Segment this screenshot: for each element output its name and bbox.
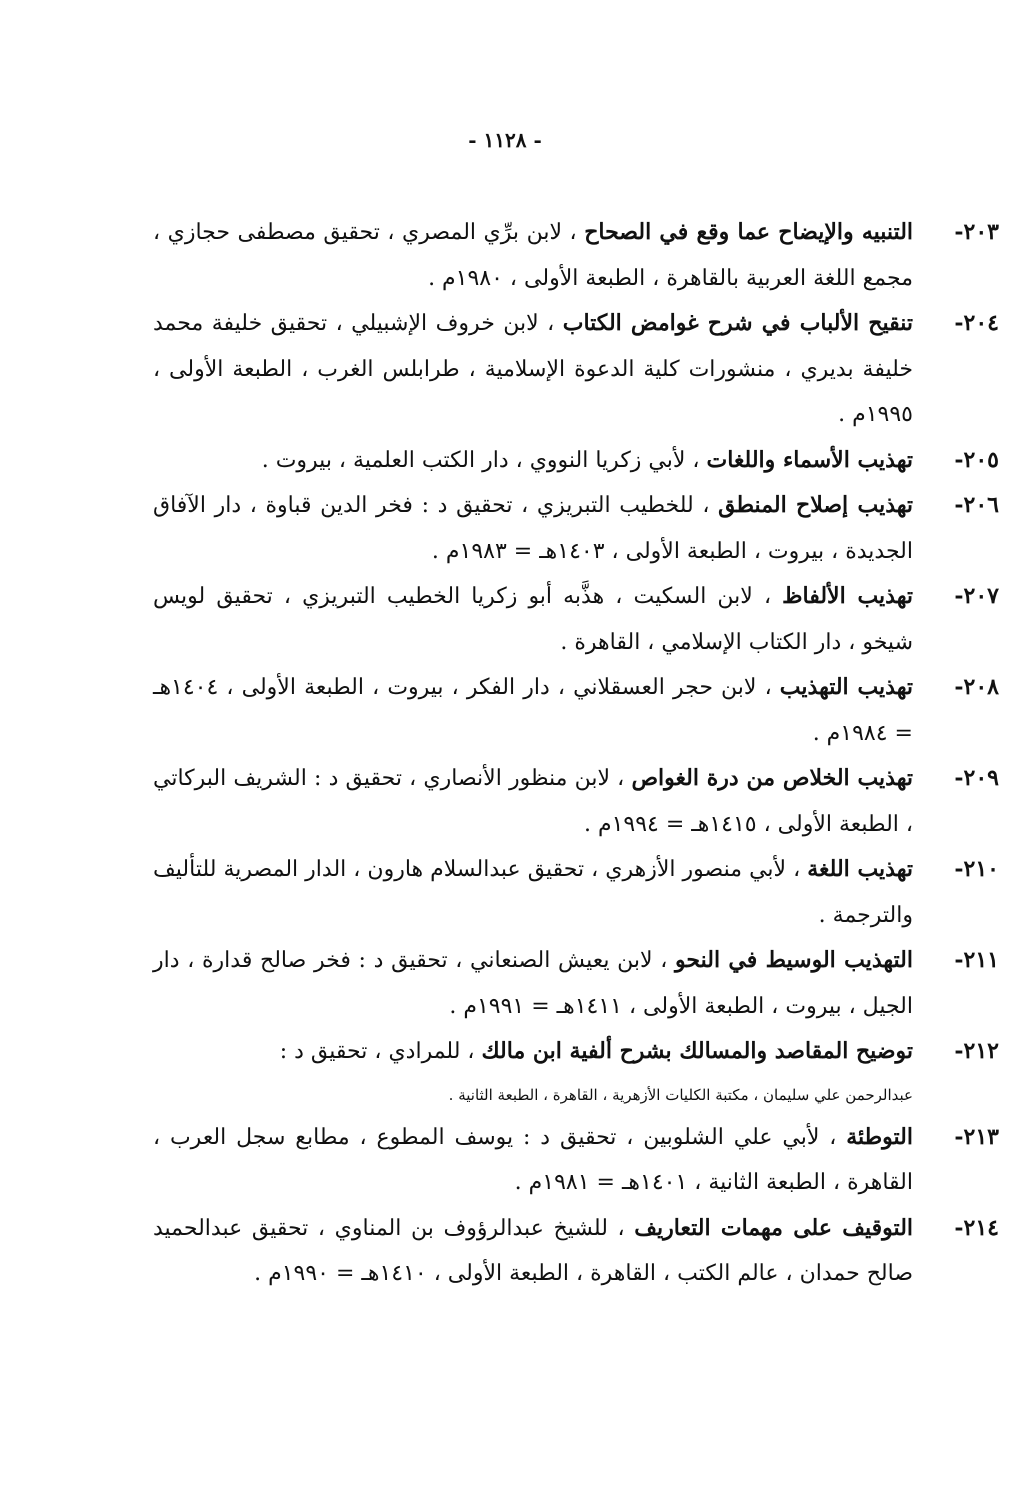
entry-title: التهذيب الوسيط في النحو bbox=[675, 947, 913, 973]
entry-title: تهذيب الأسماء واللغات bbox=[706, 446, 913, 473]
entry-title: التوطئة bbox=[846, 1123, 913, 1150]
entry-number: ٢٠٧- bbox=[954, 583, 999, 609]
entry-details: ، لأبي علي الشلوبين ، تحقيق د : يوسف المطوع ، مطابع سجل العرب ، القاهرة ، الطبعة الثانية ، ١٤٠١هـ = ١٩٨١م . bbox=[153, 1124, 913, 1195]
entry-title: التوقيف على مهمات التعاريف bbox=[634, 1214, 914, 1241]
bibliography-entry bbox=[153, 483, 999, 574]
entry-title: تهذيب التهذيب bbox=[779, 674, 913, 700]
bibliography-entry bbox=[153, 574, 999, 665]
entry-number: ٢٠٦- bbox=[954, 492, 999, 518]
entry-number: ٢١٣- bbox=[954, 1123, 999, 1150]
entry-title: تهذيب الخلاص من درة الغواص bbox=[631, 765, 913, 791]
entry-details: ، لأبي منصور الأزهري ، تحقيق عبدالسلام هارون ، الدار المصرية للتأليف والترجمة . bbox=[153, 857, 913, 928]
bibliography-entry bbox=[153, 847, 999, 938]
entry-title: تهذيب الألفاظ bbox=[782, 583, 913, 609]
bibliography-entry bbox=[153, 210, 999, 301]
entry-number: ٢١٠- bbox=[954, 856, 999, 882]
entry-details: ، لابن السكيت ، هذَّبه أبو زكريا الخطيب التبريزي ، تحقيق لويس شيخو ، دار الكتاب الإسلامي ، القاهرة . bbox=[153, 584, 913, 655]
bibliography-entry bbox=[153, 438, 999, 484]
entry-number: ٢١١- bbox=[954, 947, 999, 973]
bibliography-entry bbox=[153, 1115, 999, 1206]
page-number: - ١١٢٨ - bbox=[468, 128, 542, 152]
bibliography-entry bbox=[153, 756, 999, 847]
entry-number: ٢١٢- bbox=[954, 1038, 999, 1064]
bibliography-entry bbox=[153, 1029, 999, 1115]
entry-number: ٢٠٤- bbox=[954, 310, 999, 336]
bibliography-entry bbox=[153, 301, 999, 438]
entry-number: ٢٠٥- bbox=[954, 446, 999, 473]
entry-title: تهذيب اللغة bbox=[807, 856, 913, 882]
entry-details: ، لابن خروف الإشبيلي ، تحقيق خليفة محمد خليفة بديري ، منشورات كلية الدعوة الإسلامية ، طرابلس الغرب ، الطبعة الأولى ، ١٩٩٥م . bbox=[153, 311, 913, 427]
entry-number: ٢٠٣- bbox=[954, 219, 999, 245]
entry-details: ، للشيخ عبدالرؤوف بن المناوي ، تحقيق عبدالحميد صالح حمدان ، عالم الكتب ، القاهرة ، الطبعة الأولى ، ١٤١٠هـ = ١٩٩٠م . bbox=[153, 1215, 913, 1286]
entry-details: ، لأبي زكريا النووي ، دار الكتب العلمية ، بيروت . bbox=[261, 447, 700, 473]
entry-details-continued: عبدالرحمن علي سليمان ، مكتبة الكليات الأزهرية ، القاهرة ، الطبعة الثانية . bbox=[448, 1085, 913, 1104]
entry-details: ، لابن حجر العسقلاني ، دار الفكر ، بيروت ، الطبعة الأولى ، ١٤٠٤هـ = ١٩٨٤م . bbox=[153, 675, 913, 746]
entry-details: ، لابن يعيش الصنعاني ، تحقيق د : فخر صالح قدارة ، دار الجيل ، بيروت ، الطبعة الأولى ، ١٤١١هـ = ١٩٩١م . bbox=[153, 948, 913, 1019]
entry-title: تهذيب إصلاح المنطق bbox=[718, 492, 914, 518]
entry-number: ٢١٤- bbox=[954, 1214, 999, 1241]
bibliography-list bbox=[153, 210, 999, 1297]
bibliography-entry bbox=[153, 938, 999, 1029]
entry-details: ، للخطيب التبريزي ، تحقيق د : فخر الدين قباوة ، دار الآفاق الجديدة ، بيروت ، الطبعة الأولى ، ١٤٠٣هـ = ١٩٨٣م . bbox=[153, 493, 913, 564]
bibliography-entry bbox=[153, 665, 999, 756]
entry-number: ٢٠٩- bbox=[954, 765, 999, 791]
entry-title: التنبيه والإيضاح عما وقع في الصحاح bbox=[584, 219, 914, 245]
entry-title: تنقيح الألباب في شرح غوامض الكتاب bbox=[562, 310, 913, 336]
entry-title: توضيح المقاصد والمسالك بشرح ألفية ابن مالك bbox=[481, 1038, 913, 1064]
bibliography-entry bbox=[153, 1206, 999, 1297]
entry-details: ، لابن منظور الأنصاري ، تحقيق د : الشريف البركاتي ، الطبعة الأولى ، ١٤١٥هـ = ١٩٩٤م . bbox=[153, 766, 913, 837]
entry-details: ، لابن برِّي المصري ، تحقيق مصطفى حجازي ، مجمع اللغة العربية بالقاهرة ، الطبعة الأولى ، ١٩٨٠م . bbox=[153, 220, 913, 291]
entry-details: ، للمرادي ، تحقيق د : bbox=[279, 1039, 475, 1064]
entry-number: ٢٠٨- bbox=[954, 674, 999, 700]
